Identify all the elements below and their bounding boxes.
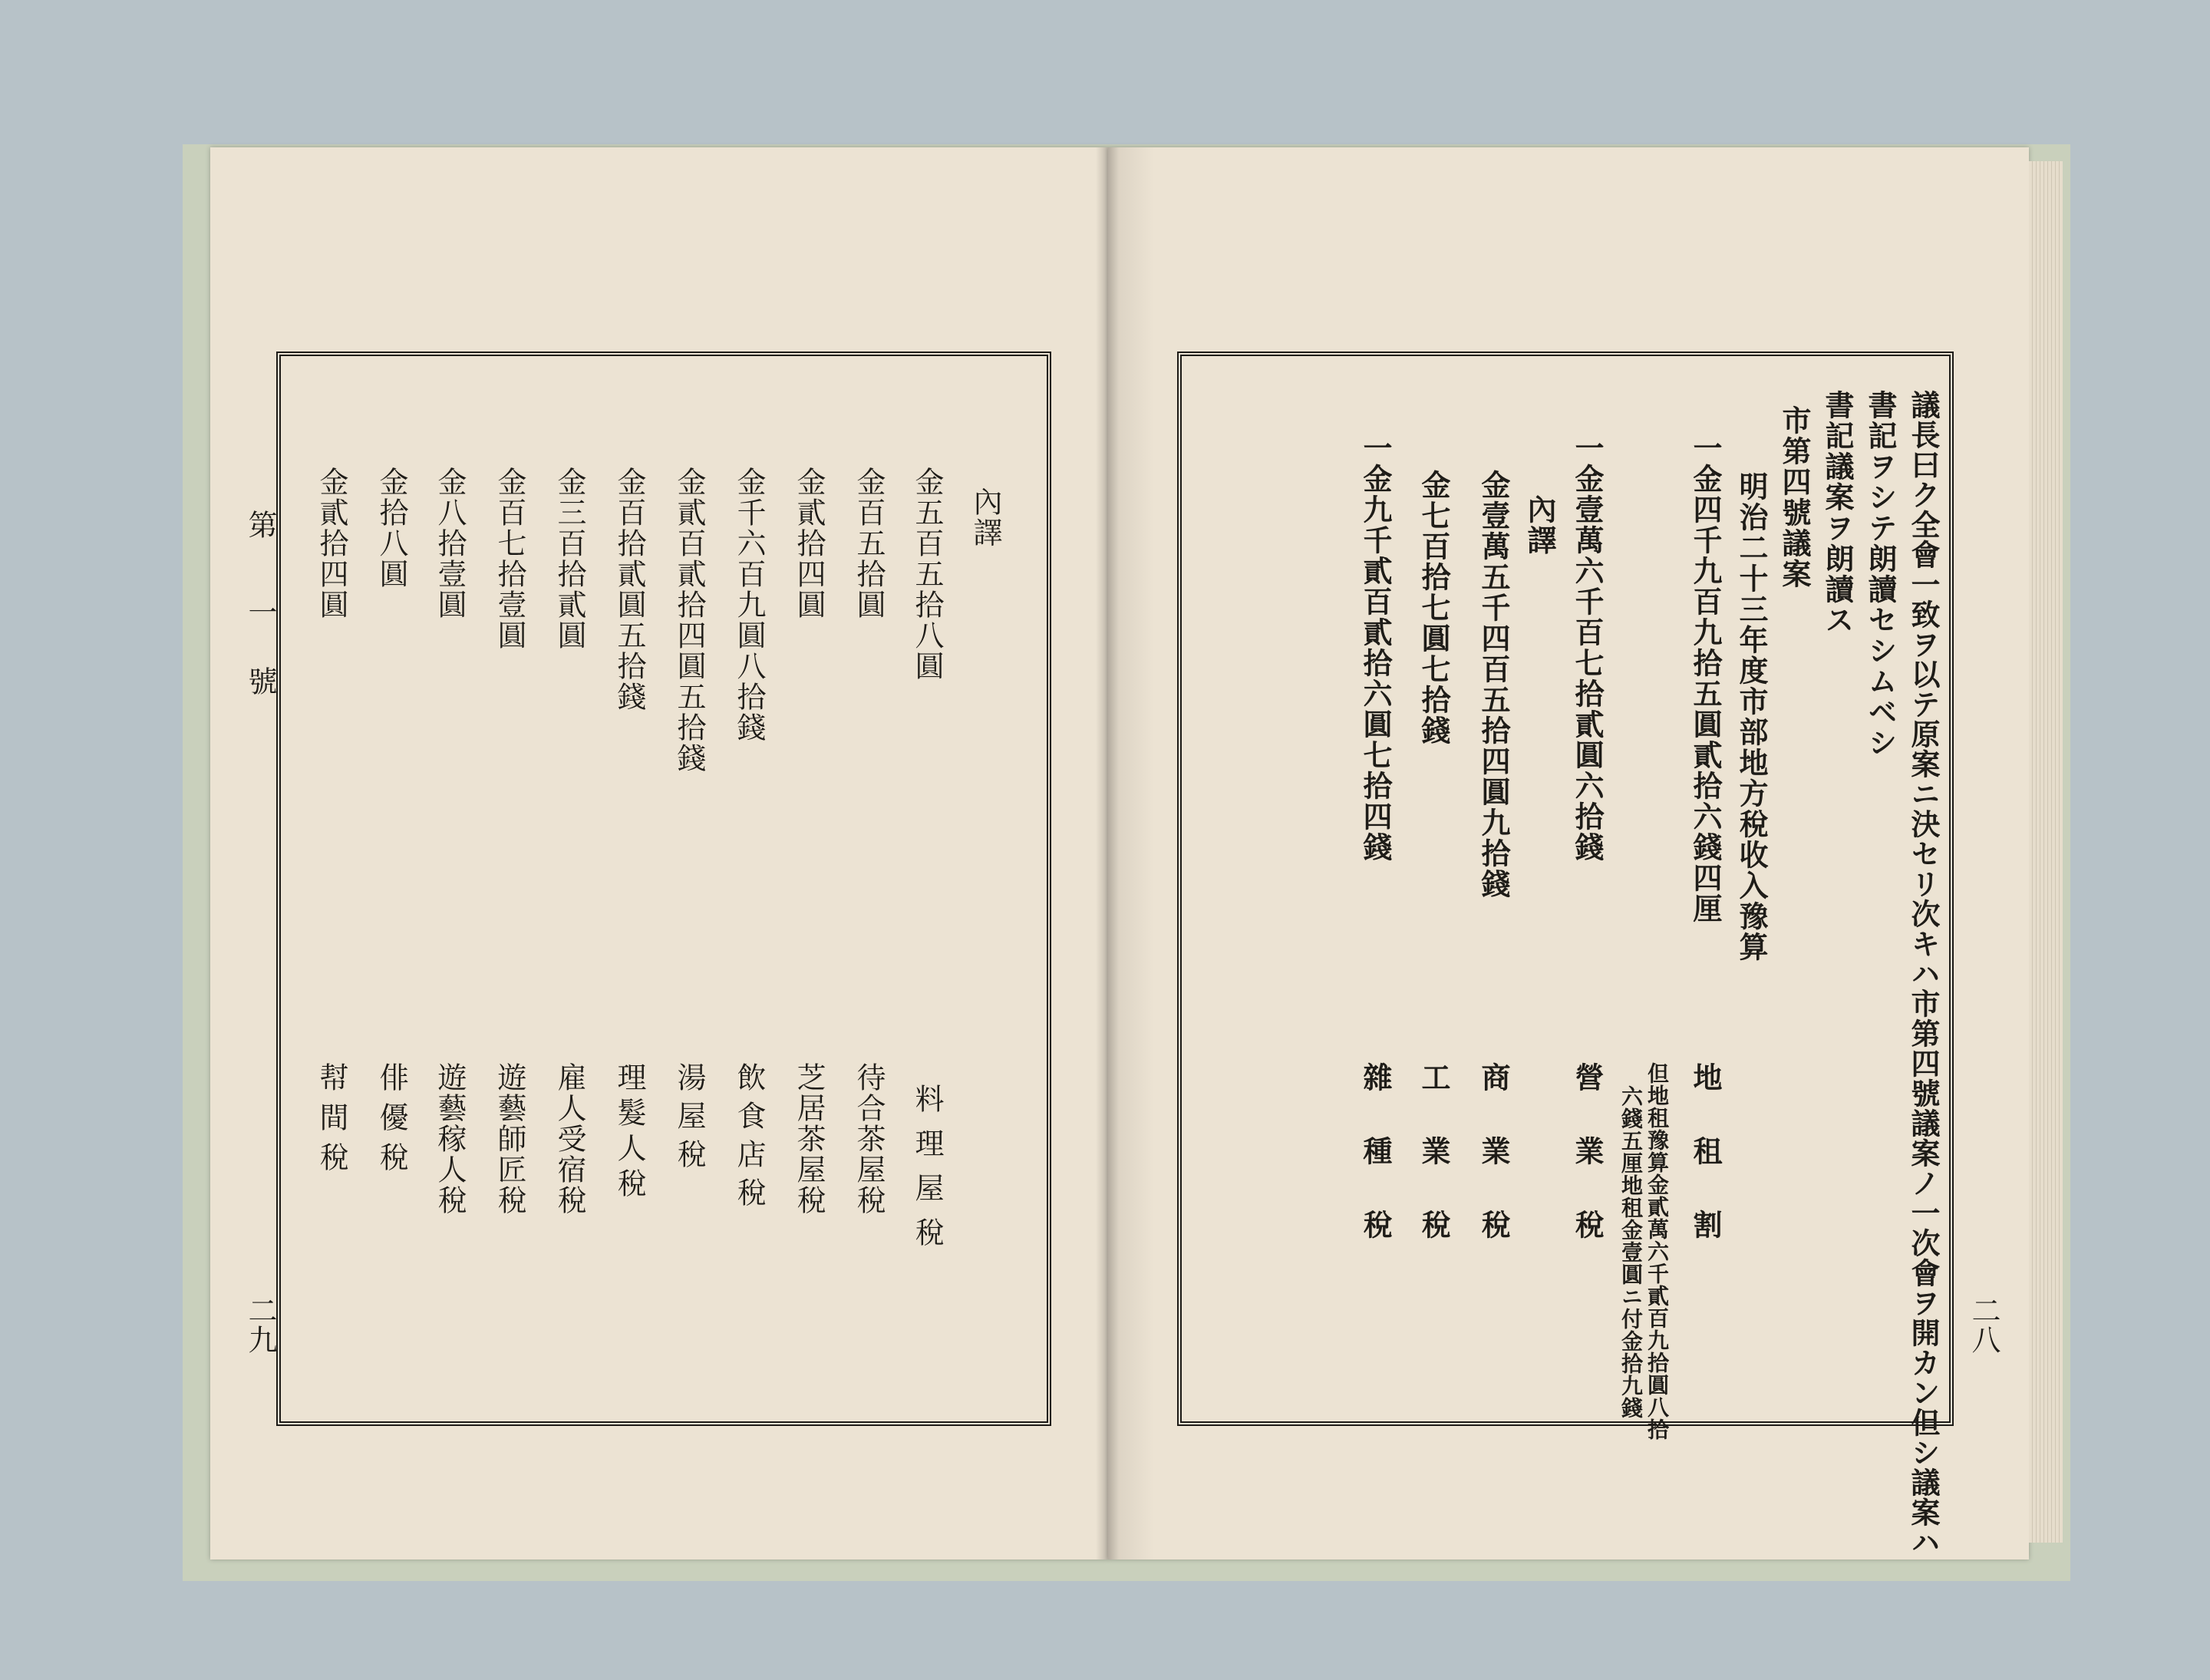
budget-title: 明治二十三年度市部地方稅收入豫算	[1734, 471, 1769, 962]
amount-line: 金千六百九圓八拾錢	[732, 467, 766, 743]
page-edges	[2029, 161, 2063, 1543]
amount-line: 金百五拾圓	[852, 467, 886, 620]
clerk-instruction: 書記ヲシテ朗讀セシムベシ	[1863, 390, 1898, 758]
page-number-right: 二八	[1967, 1295, 2001, 1354]
breakdown-heading: 內譯	[968, 487, 1002, 548]
tax-name: 工 業 稅	[1417, 1062, 1451, 1246]
issue-label-char: 一	[243, 597, 277, 626]
page-number-left: 二九	[243, 1295, 277, 1354]
amount-line: 一金四千九百九拾五圓貳拾六錢四厘	[1688, 433, 1723, 924]
amount-line: 金拾八圓	[374, 467, 408, 589]
amount-line: 金八拾壹圓	[433, 467, 467, 620]
amount-line: 一金壹萬六千百七拾貳圓六拾錢	[1570, 433, 1605, 863]
breakdown-heading: 內譯	[1522, 494, 1557, 556]
amount-line: 金貳拾四圓	[792, 467, 826, 620]
issue-label-char: 號	[243, 666, 277, 695]
amount-line: 金貳百貳拾四圓五拾錢	[672, 467, 706, 774]
tax-name: 營 業 稅	[1570, 1062, 1605, 1246]
amount-line: 金百拾貳圓五拾錢	[612, 467, 646, 712]
tax-name: 芝居茶屋稅	[792, 1062, 826, 1216]
amount-line: 金七百拾七圓七拾錢	[1417, 470, 1451, 746]
tax-name: 幇間稅	[315, 1062, 348, 1182]
tax-name: 商 業 稅	[1476, 1062, 1511, 1246]
tax-name: 遊藝稼人稅	[433, 1062, 467, 1216]
amount-line: 金三百拾貳圓	[552, 467, 586, 651]
tax-name: 地 租 割	[1688, 1062, 1723, 1246]
tax-name: 料理屋稅	[910, 1084, 944, 1262]
clerk-reads: 書記議案ヲ朗讀ス	[1820, 390, 1855, 635]
tax-name: 遊藝師匠稅	[493, 1062, 526, 1216]
amount-line: 金百七拾壹圓	[493, 467, 526, 651]
amount-line: 金貳拾四圓	[315, 467, 348, 620]
note-line: 六錢五厘地租金壹圓ニ付金拾九錢	[1618, 1085, 1644, 1419]
chairman-statement: 議長曰ク全會一致ヲ以テ原案ニ決セリ次キハ市第四號議案ノ一次會ヲ開カン但シ議案ハ	[1906, 390, 1941, 1557]
tax-name: 俳優稅	[374, 1062, 408, 1182]
amount-line: 金壹萬五千四百五拾四圓九拾錢	[1476, 470, 1511, 899]
book-gutter	[1096, 147, 1119, 1560]
tax-name: 湯屋稅	[672, 1062, 706, 1177]
tax-name: 飲食店稅	[732, 1062, 766, 1216]
amount-line: 一金九千貳百貳拾六圓七拾四錢	[1358, 433, 1393, 863]
text-frame-right	[1177, 352, 1954, 1557]
bill-title: 市第四號議案	[1777, 405, 1812, 589]
text-frame-left	[276, 352, 1051, 1426]
issue-label-char: 第	[243, 510, 277, 539]
note-line: 但地租豫算金貳萬六千貳百九拾圓八拾	[1644, 1062, 1670, 1441]
tax-name: 理髮人稅	[612, 1062, 646, 1203]
tax-name: 待合茶屋稅	[852, 1062, 886, 1216]
tax-name: 雇人受宿稅	[552, 1062, 586, 1216]
tax-name: 雜 種 稅	[1358, 1062, 1393, 1246]
amount-line: 金五百五拾八圓	[910, 467, 944, 682]
